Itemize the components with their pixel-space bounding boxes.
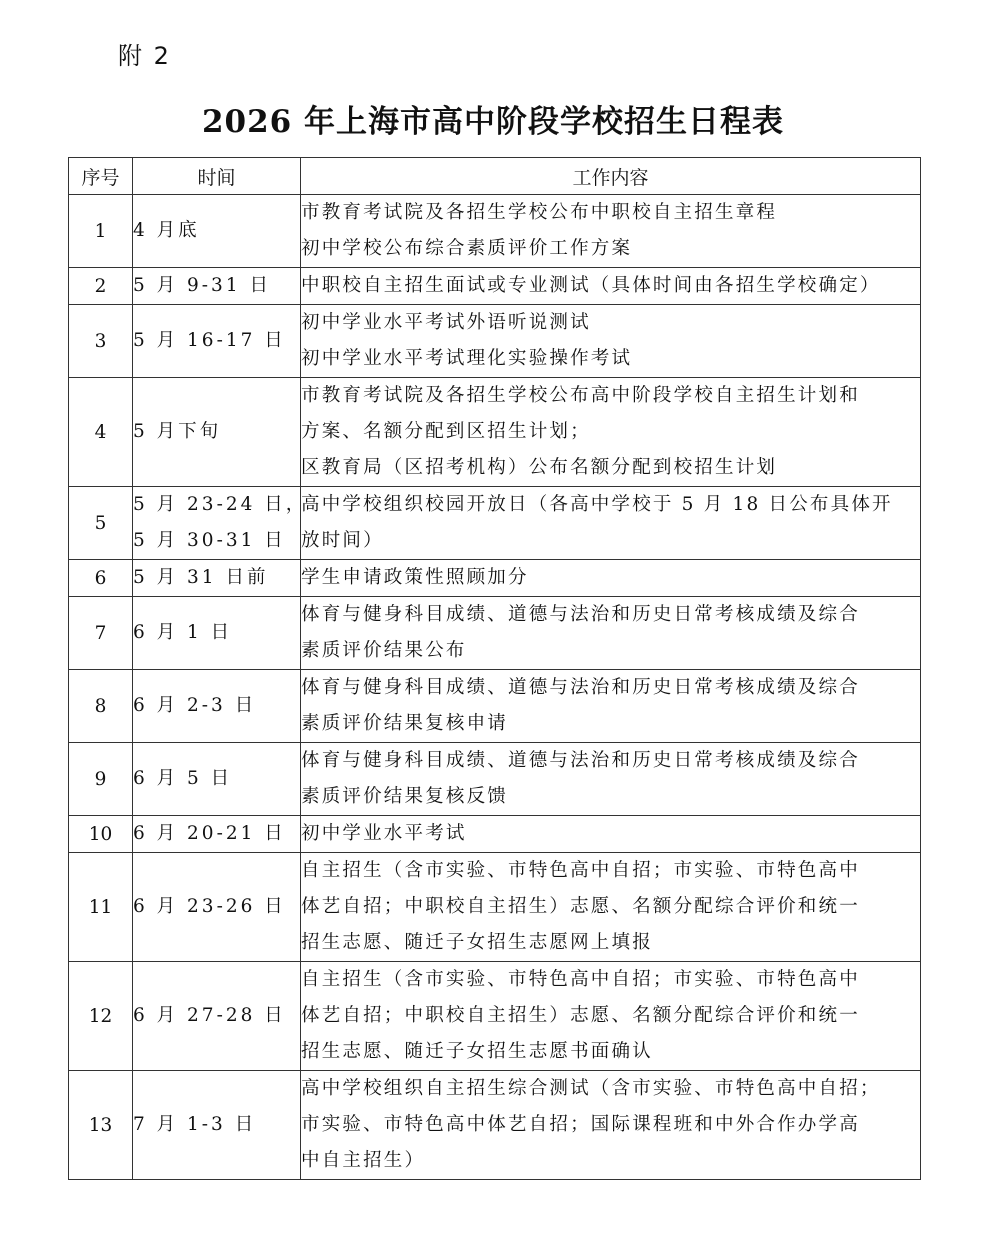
row-work-content [301, 268, 921, 305]
row-time [133, 195, 301, 268]
table-header-row [69, 158, 921, 195]
work-line: 高中学校组织校园开放日（各高中学校于 5 月 18 日公布具体开 [301, 494, 893, 515]
time-line: 5 月 16-17 日 [133, 330, 286, 351]
row-work-content [301, 1071, 921, 1180]
work-line: 中职校自主招生面试或专业测试（具体时间由各招生学校确定） [301, 275, 881, 296]
work-line: 体育与健身科目成绩、道德与法治和历史日常考核成绩及综合 [301, 750, 860, 771]
column-header-time: 时间 [133, 158, 301, 195]
time-line: 6 月 23-26 日 [133, 896, 286, 917]
work-line: 体育与健身科目成绩、道德与法治和历史日常考核成绩及综合 [301, 604, 860, 625]
work-line: 市教育考试院及各招生学校公布中职校自主招生章程 [301, 202, 778, 223]
time-line: 5 月 9-31 日 [133, 275, 271, 296]
work-line: 初中学业水平考试 [301, 823, 467, 844]
work-line: 招生志愿、随迁子女招生志愿书面确认 [301, 1041, 653, 1062]
time-line: 5 月下旬 [133, 421, 222, 442]
row-time [133, 305, 301, 378]
work-line: 体艺自招；中职校自主招生）志愿、名额分配综合评价和统一 [301, 896, 860, 917]
work-line: 方案、名额分配到区招生计划； [301, 421, 591, 442]
work-line: 中自主招生） [301, 1150, 426, 1171]
table-row [69, 268, 921, 305]
row-time [133, 670, 301, 743]
work-line: 区教育局（区招考机构）公布名额分配到校招生计划 [301, 457, 778, 478]
row-number: 8 [69, 670, 133, 743]
work-line: 初中学业水平考试外语听说测试 [301, 312, 591, 333]
row-work-content [301, 305, 921, 378]
row-number: 13 [69, 1071, 133, 1180]
work-line: 素质评价结果公布 [301, 640, 467, 661]
row-time [133, 378, 301, 487]
time-line: 5 月 23-24 日， [133, 494, 308, 515]
row-time [133, 1071, 301, 1180]
row-number: 3 [69, 305, 133, 378]
time-line: 6 月 20-21 日 [133, 823, 286, 844]
work-line: 市实验、市特色高中体艺自招；国际课程班和中外合作办学高 [301, 1114, 860, 1135]
table-row [69, 962, 921, 1071]
work-line: 自主招生（含市实验、市特色高中自招；市实验、市特色高中 [301, 860, 860, 881]
row-time [133, 560, 301, 597]
table-row [69, 378, 921, 487]
row-number: 1 [69, 195, 133, 268]
row-time [133, 268, 301, 305]
time-line: 6 月 5 日 [133, 768, 233, 789]
row-number: 6 [69, 560, 133, 597]
row-number: 4 [69, 378, 133, 487]
row-work-content [301, 597, 921, 670]
row-number: 9 [69, 743, 133, 816]
table-row [69, 487, 921, 560]
row-time [133, 487, 308, 560]
row-time [133, 816, 301, 853]
work-line: 自主招生（含市实验、市特色高中自招；市实验、市特色高中 [301, 969, 860, 990]
row-time [133, 853, 301, 962]
work-line: 放时间） [301, 530, 384, 551]
row-work-content [301, 816, 921, 853]
row-number: 10 [69, 816, 133, 853]
time-line: 7 月 1-3 日 [133, 1114, 257, 1135]
document-title: 2026 年上海市高中阶段学校招生日程表 [201, 104, 785, 140]
row-work-content [301, 670, 921, 743]
work-line: 素质评价结果复核申请 [301, 713, 509, 734]
row-work-content [301, 743, 921, 816]
table-row [69, 560, 921, 597]
table-row [69, 670, 921, 743]
time-line: 5 月 30-31 日 [133, 530, 286, 551]
row-number: 2 [69, 268, 133, 305]
attachment-label: 附 2 [118, 42, 171, 70]
work-line: 体育与健身科目成绩、道德与法治和历史日常考核成绩及综合 [301, 677, 860, 698]
table-row [69, 195, 921, 268]
work-line: 素质评价结果复核反馈 [301, 786, 509, 807]
work-line: 体艺自招；中职校自主招生）志愿、名额分配综合评价和统一 [301, 1005, 860, 1026]
work-line: 招生志愿、随迁子女招生志愿网上填报 [301, 932, 653, 953]
table-row [69, 743, 921, 816]
table-row [69, 1071, 921, 1180]
row-number: 12 [69, 962, 133, 1071]
work-line: 学生申请政策性照顾加分 [301, 567, 529, 588]
time-line: 6 月 27-28 日 [133, 1005, 286, 1026]
table-row [69, 305, 921, 378]
row-number: 5 [69, 487, 133, 560]
time-line: 6 月 1 日 [133, 622, 233, 643]
time-line: 5 月 31 日前 [133, 567, 269, 588]
column-header-work: 工作内容 [301, 158, 921, 195]
row-work-content [301, 560, 921, 597]
table-row [69, 853, 921, 962]
row-time [133, 597, 301, 670]
table-row [69, 597, 921, 670]
row-work-content [301, 487, 921, 560]
time-line: 6 月 2-3 日 [133, 695, 257, 716]
row-number: 11 [69, 853, 133, 962]
table-body [69, 195, 921, 1180]
time-line: 4 月底 [133, 220, 200, 241]
row-work-content [301, 378, 921, 487]
work-line: 市教育考试院及各招生学校公布高中阶段学校自主招生计划和 [301, 385, 860, 406]
row-work-content [301, 962, 921, 1071]
schedule-table [68, 157, 921, 1180]
row-work-content [301, 853, 921, 962]
work-line: 初中学业水平考试理化实验操作考试 [301, 348, 633, 369]
row-number: 7 [69, 597, 133, 670]
work-line: 高中学校组织自主招生综合测试（含市实验、市特色高中自招； [301, 1078, 881, 1099]
table-row [69, 816, 921, 853]
row-time [133, 743, 301, 816]
row-time [133, 962, 301, 1071]
work-line: 初中学校公布综合素质评价工作方案 [301, 238, 633, 259]
row-work-content [301, 195, 921, 268]
column-header-number: 序号 [69, 158, 133, 195]
